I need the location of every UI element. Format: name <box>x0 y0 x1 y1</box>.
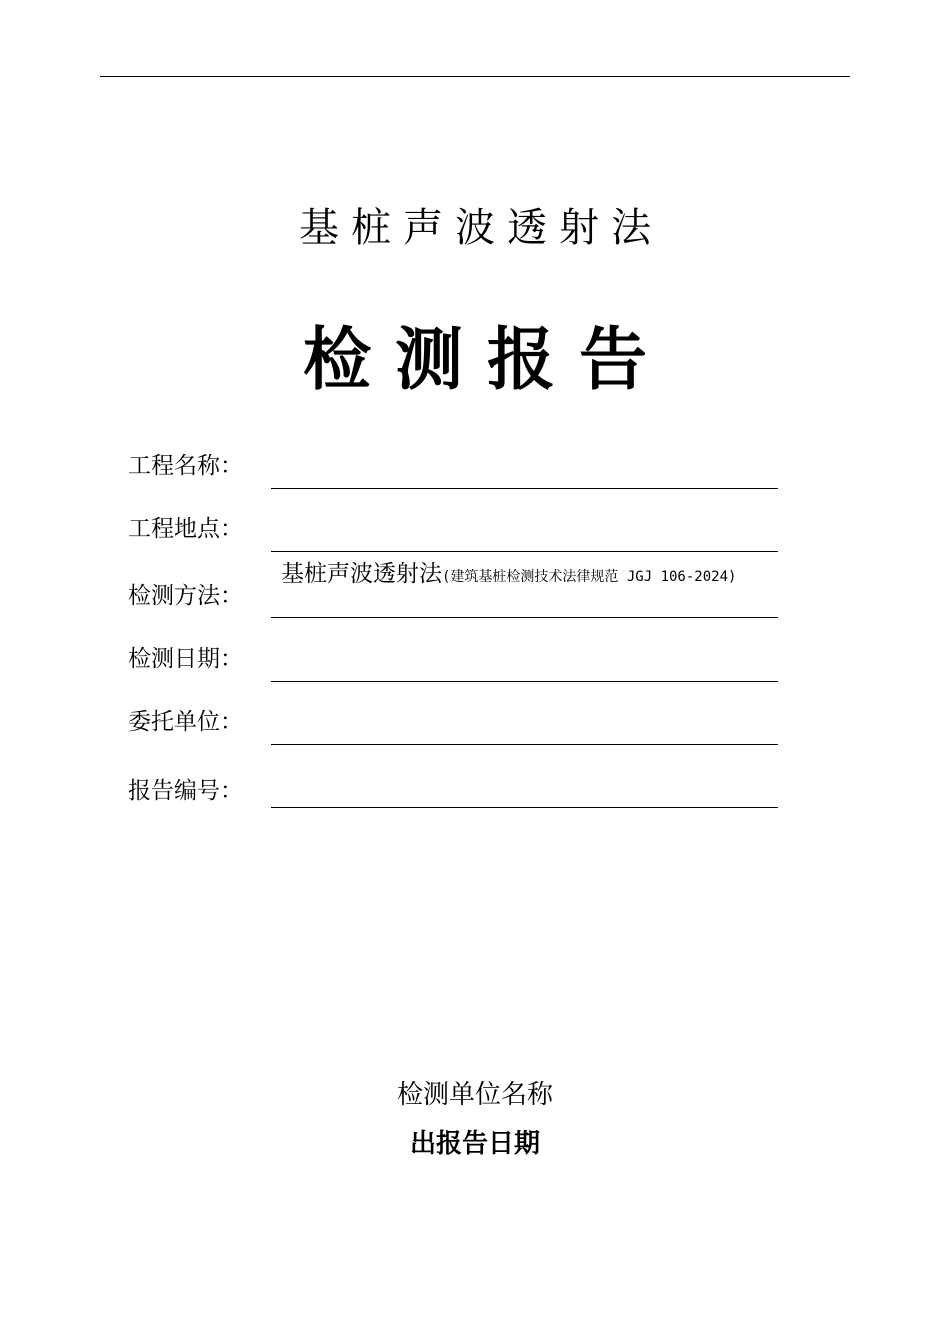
project-location-label: 工程地点： <box>128 516 243 542</box>
test-method-main: 基桩声波透射法 <box>281 561 442 587</box>
report-title: 检测报告 <box>302 321 671 400</box>
project-name-label: 工程名称： <box>128 453 243 479</box>
client-label: 委托单位： <box>128 709 243 735</box>
project-name-line <box>271 488 778 489</box>
report-number-label: 报告编号： <box>128 778 243 804</box>
test-date-line <box>271 681 778 682</box>
client-line <box>271 744 778 745</box>
report-subtitle: 基桩声波透射法 <box>299 205 663 251</box>
project-location-line <box>271 551 778 552</box>
report-number-line <box>271 807 778 808</box>
header-rule <box>100 76 850 77</box>
test-method-standard: (建筑基桩检测技术法律规范 JGJ 106-2024) <box>442 569 737 585</box>
test-method-label: 检测方法： <box>128 583 243 609</box>
testing-organization-name: 检测单位名称 <box>396 1080 553 1110</box>
test-date-label: 检测日期： <box>128 646 243 672</box>
report-issue-date: 出报告日期 <box>409 1129 540 1159</box>
test-method-line <box>271 617 778 618</box>
test-method-value <box>281 558 773 593</box>
